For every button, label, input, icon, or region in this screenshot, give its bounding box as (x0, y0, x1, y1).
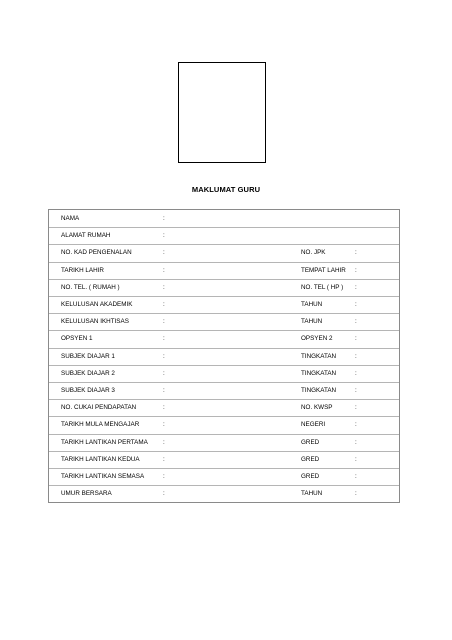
field-separator: : (355, 266, 357, 274)
field-separator: : (355, 318, 357, 326)
field-label: NO. TEL ( HP ) (301, 283, 344, 291)
field-separator: : (163, 404, 165, 412)
field-label: UMUR BERSARA (61, 490, 112, 498)
field-label: TINGKATAN (301, 352, 337, 360)
form-row (49, 383, 399, 400)
field-separator: : (163, 387, 165, 394)
field-separator: : (355, 301, 357, 308)
field-separator: : (163, 490, 165, 498)
teacher-info-table (48, 209, 400, 503)
form-row (49, 263, 399, 280)
form-row (49, 245, 399, 262)
field-separator: : (163, 301, 165, 308)
form-row (49, 211, 399, 228)
form-row (49, 452, 399, 469)
field-separator: : (355, 438, 357, 446)
field-separator: : (163, 266, 165, 274)
form-row (49, 469, 399, 486)
field-separator: : (355, 335, 357, 343)
form-row (49, 417, 399, 434)
field-separator: : (355, 455, 357, 463)
field-label: NO. JPK (301, 249, 326, 257)
field-separator: : (163, 215, 165, 222)
field-label: TAHUN (301, 318, 323, 326)
field-separator: : (355, 490, 357, 498)
form-row (49, 297, 399, 314)
field-separator: : (355, 473, 357, 480)
field-label: NEGERI (301, 421, 326, 429)
field-label: OPSYEN 2 (301, 335, 333, 343)
field-label: TARIKH LAHIR (61, 266, 104, 274)
field-separator: : (163, 455, 165, 463)
field-label: TINGKATAN (301, 387, 337, 394)
field-label: NO. KAD PENGENALAN (61, 249, 132, 257)
field-label: TAHUN (301, 490, 323, 498)
field-separator: : (163, 232, 165, 240)
field-label: SUBJEK DIAJAR 2 (61, 369, 115, 377)
field-label: TARIKH LANTIKAN SEMASA (61, 473, 145, 480)
field-label: NO. KWSP (301, 404, 333, 412)
field-label: ALAMAT RUMAH (61, 232, 111, 240)
page-title: MAKLUMAT GURU (191, 185, 261, 194)
field-separator: : (163, 421, 165, 429)
form-row (49, 486, 399, 503)
field-separator: : (163, 438, 165, 446)
form-row (49, 280, 399, 297)
field-label: TAHUN (301, 301, 323, 308)
field-label: SUBJEK DIAJAR 3 (61, 387, 115, 394)
form-row (49, 435, 399, 452)
form-row (49, 331, 399, 348)
field-separator: : (355, 369, 357, 377)
field-label: GRED (301, 473, 320, 480)
field-label: NO. TEL. ( RUMAH ) (61, 283, 120, 291)
form-row (49, 228, 399, 245)
field-label: NO. CUKAI PENDAPATAN (61, 404, 137, 412)
field-label: TEMPAT LAHIR (301, 266, 346, 274)
field-separator: : (163, 369, 165, 377)
field-separator: : (163, 352, 165, 360)
field-separator: : (355, 387, 357, 394)
field-separator: : (163, 335, 165, 343)
field-label: TINGKATAN (301, 369, 337, 377)
photo-box (178, 62, 266, 163)
field-separator: : (355, 249, 357, 257)
field-label: TARIKH LANTIKAN KEDUA (61, 455, 140, 463)
field-separator: : (355, 352, 357, 360)
form-row (49, 349, 399, 366)
field-separator: : (163, 249, 165, 257)
field-separator: : (163, 473, 165, 480)
field-label: OPSYEN 1 (61, 335, 93, 343)
form-row (49, 400, 399, 417)
field-label: KELULUSAN IKHTISAS (61, 318, 129, 326)
field-label: TARIKH LANTIKAN PERTAMA (61, 438, 148, 446)
field-label: GRED (301, 438, 320, 446)
field-separator: : (355, 421, 357, 429)
form-row (49, 314, 399, 331)
field-label: TARIKH MULA MENGAJAR (61, 421, 140, 429)
field-label: SUBJEK DIAJAR 1 (61, 352, 115, 360)
field-separator: : (355, 283, 357, 291)
field-separator: : (163, 283, 165, 291)
field-separator: : (355, 404, 357, 412)
field-label: NAMA (61, 215, 80, 222)
field-separator: : (163, 318, 165, 326)
field-label: GRED (301, 455, 320, 463)
form-row (49, 366, 399, 383)
field-label: KELULUSAN AKADEMIK (61, 301, 133, 308)
